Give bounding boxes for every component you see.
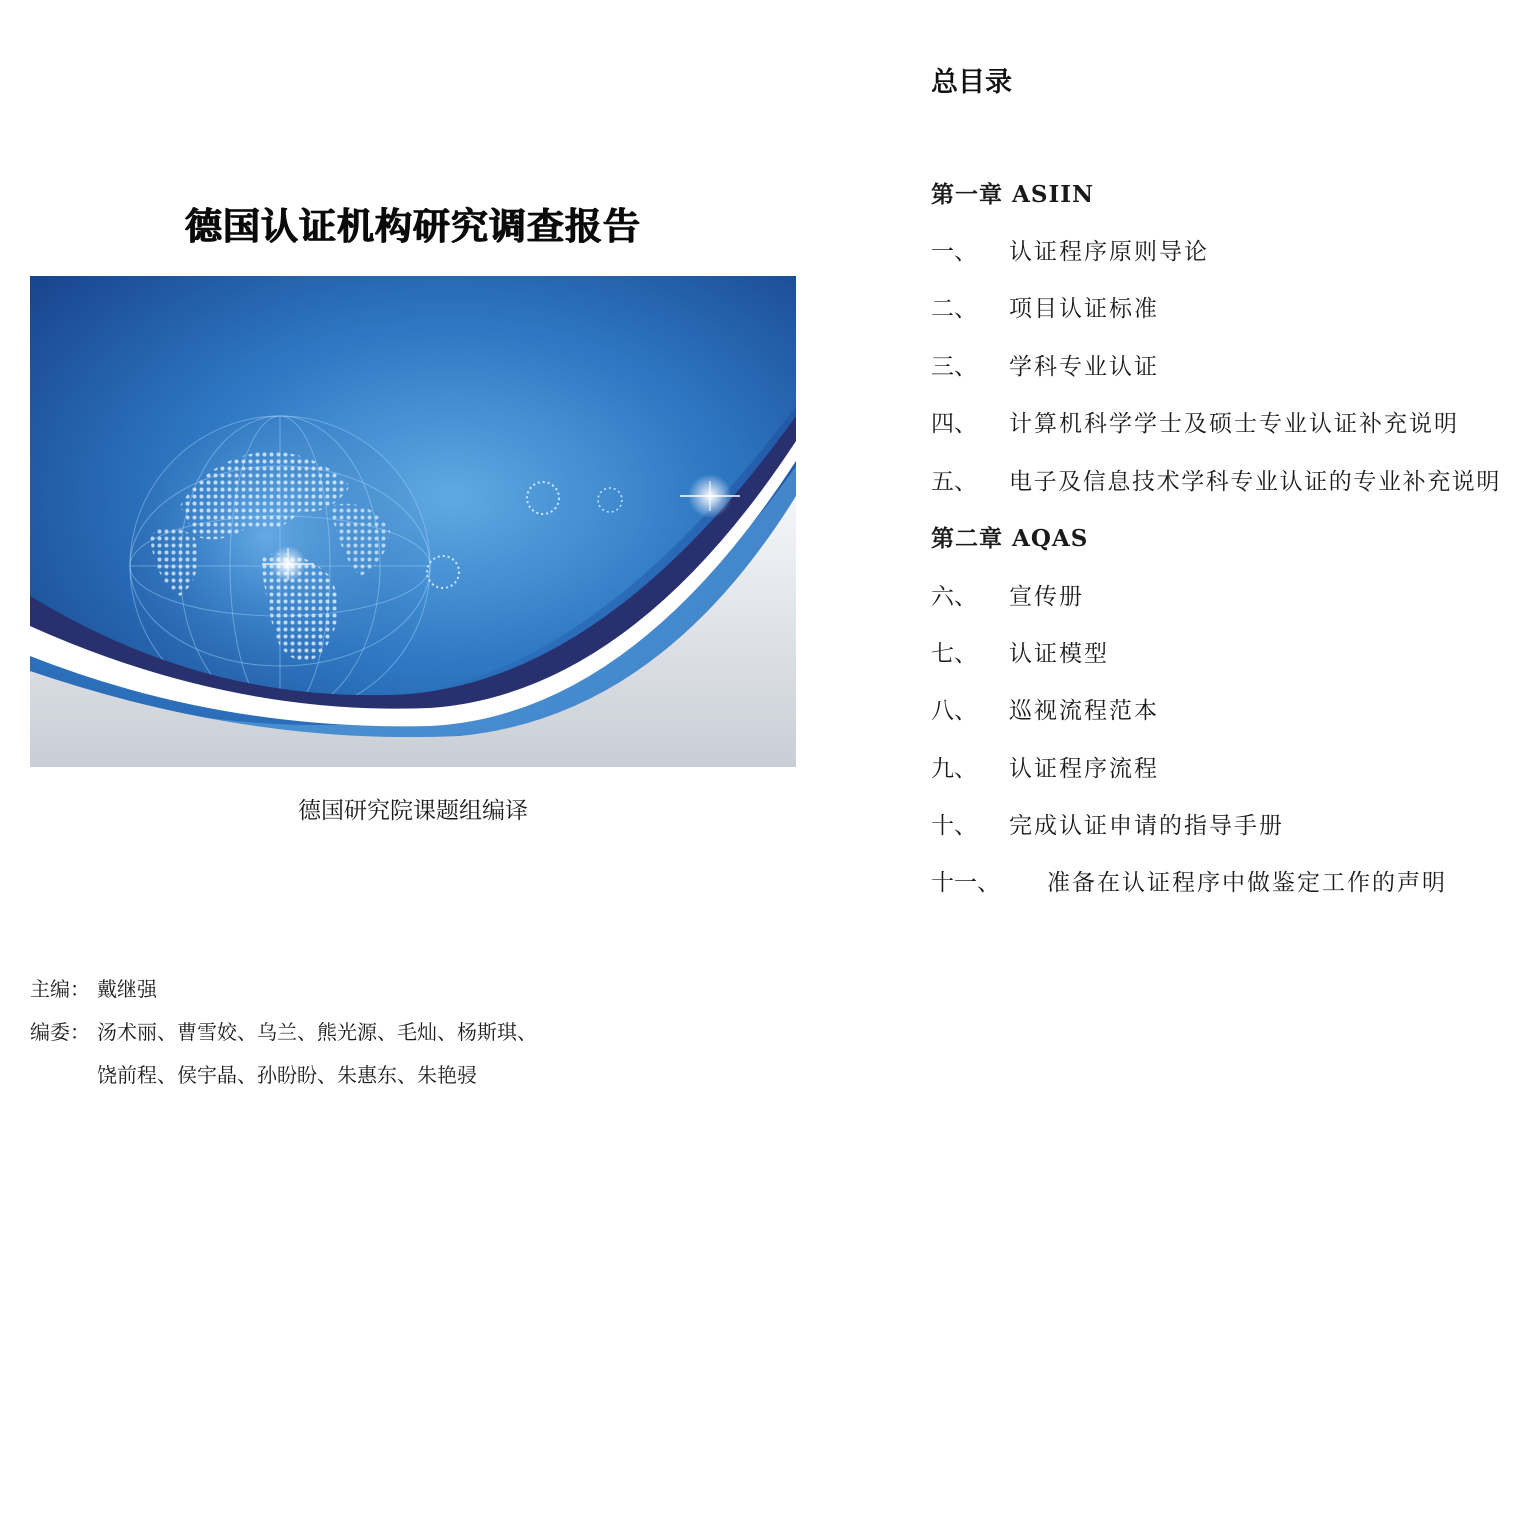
editors-block [30, 972, 537, 1101]
toc-item-number: 十、 [931, 813, 977, 839]
toc-item[interactable] [931, 292, 1159, 326]
chief-editor-label: 主编： [30, 977, 90, 1001]
toc-item[interactable] [931, 465, 1501, 499]
toc-item-number: 三、 [931, 354, 977, 380]
toc-item-text: 计算机科学学士及硕士专业认证补充说明 [1009, 411, 1459, 437]
editors-label-spacer [30, 1058, 97, 1101]
toc-item[interactable] [931, 866, 1447, 900]
toc-item-number: 十一、 [931, 870, 1000, 896]
toc-item[interactable] [931, 752, 1159, 786]
toc-item-number: 八、 [931, 698, 977, 724]
toc-item-number: 一、 [931, 239, 977, 265]
toc-item-text: 准备在认证程序中做鉴定工作的声明 [1047, 870, 1447, 896]
toc-item-number: 二、 [931, 296, 977, 322]
toc-item-number: 五、 [931, 469, 977, 495]
toc-item-text: 宣传册 [1009, 584, 1084, 610]
toc-chapter-2[interactable]: 第二章 AQAS [931, 525, 1089, 552]
toc-title: 总目录 [931, 67, 1012, 98]
editors-names-line2: 饶前程、侯宇晶、孙盼盼、朱惠东、朱艳骎 [97, 1063, 477, 1087]
toc-item[interactable] [931, 407, 1459, 441]
toc-item-text: 完成认证申请的指导手册 [1009, 813, 1284, 839]
toc-item-text: 学科专业认证 [1009, 354, 1159, 380]
toc-item-number: 六、 [931, 584, 977, 610]
toc-item[interactable] [931, 235, 1209, 269]
cover-globe-image [30, 276, 796, 767]
toc-item-text: 电子及信息技术学科专业认证的专业补充说明 [1009, 469, 1501, 495]
toc-item-text: 认证模型 [1009, 641, 1109, 667]
toc-item-text: 认证程序流程 [1009, 756, 1159, 782]
editors-row-continued [30, 1058, 537, 1101]
toc-item-text: 项目认证标准 [1009, 296, 1159, 322]
editors-row [30, 1015, 537, 1058]
toc-item[interactable] [931, 350, 1159, 384]
editors-names-line1: 汤术丽、曹雪姣、乌兰、熊光源、毛灿、杨斯琪、 [97, 1020, 537, 1044]
toc-item[interactable] [931, 637, 1109, 671]
toc-item-number: 四、 [931, 411, 977, 437]
toc-item-number: 九、 [931, 756, 977, 782]
chief-editor-row [30, 972, 537, 1015]
toc-item-number: 七、 [931, 641, 977, 667]
chief-editor-name: 戴继强 [97, 977, 157, 1001]
cover-title: 德国认证机构研究调查报告 [185, 205, 641, 248]
toc-item[interactable] [931, 694, 1159, 728]
toc-item-text: 巡视流程范本 [1009, 698, 1159, 724]
toc-item[interactable] [931, 580, 1084, 614]
cover-subtitle: 德国研究院课题组编译 [298, 798, 528, 824]
globe-illustration [30, 276, 796, 767]
editors-label: 编委： [30, 1020, 90, 1044]
toc-item-text: 认证程序原则导论 [1009, 239, 1209, 265]
toc-item[interactable] [931, 809, 1284, 843]
toc-chapter-1[interactable]: 第一章 ASIIN [931, 181, 1095, 208]
